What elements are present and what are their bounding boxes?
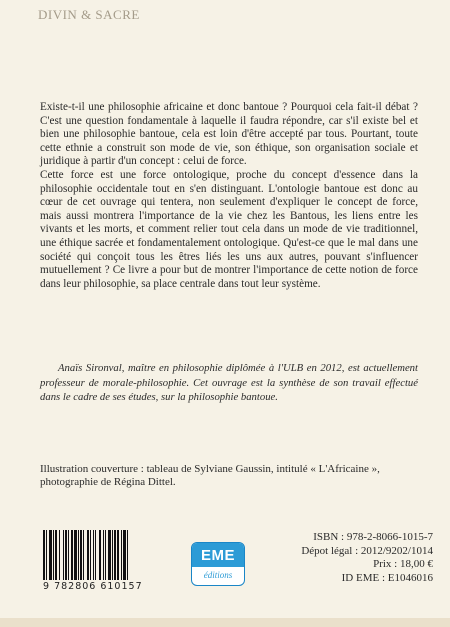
barcode-bar <box>108 530 111 580</box>
price: Prix : 18,00 € <box>373 558 433 571</box>
barcode-bar <box>78 530 79 580</box>
publisher-logo <box>191 542 245 586</box>
credits-line-1: Illustration couverture : tableau de Sylviane Gaussin, intitulé « L'Africaine », <box>40 463 380 475</box>
bottom-edge <box>0 618 450 627</box>
barcode-number: 9 782806 610157 <box>43 581 143 592</box>
barcode-bar <box>117 530 119 580</box>
logo-subtitle: éditions <box>203 570 233 580</box>
author-note: Anaïs Sironval, maître en philosophie diplômée à l'ULB en 2012, est actuellement professeur de morale-philosophie. Cet ouvrage est la synthèse de son travail effectué dans le cadre de ses études, sur la philosophie bantoue. <box>40 362 418 404</box>
barcode-bar <box>93 530 94 580</box>
barcode-bar <box>87 530 89 580</box>
blurb-paragraph-2: Cette force est une force ontologique, proche du concept d'essence dans la philosophie occidentale tout en s'en distinguant. L'ontologie bantoue est donc au cœur de cet ouvrage qui tentera, non seulement d'expliquer le concept de force, mais aussi montrera l'importance de la vie chez les Bantous, les liens entre les vivants et les morts, et comment relier tout cela dans un mode de vie traditionnel, une éthique sacrée et fondamentalement ontologique. Qu'est-ce que le mal dans une société qui conçoit tous les êtres liés les uns aux autres, pouvant s'influencer mutuellement ? Ce livre a pour but de montrer l'importance de cette notion de force dans leur philosophie, sa place centrale dans tout leur système. <box>40 168 418 290</box>
barcode-bar <box>43 530 45 580</box>
barcode-bar <box>112 530 113 580</box>
barcode-bar <box>55 530 57 580</box>
barcode-bar <box>65 530 67 580</box>
barcode-bar <box>105 530 106 580</box>
back-cover-blurb <box>40 101 418 291</box>
barcode-bar <box>121 530 122 580</box>
barcode <box>43 530 167 592</box>
barcode-bar <box>49 530 52 580</box>
cover-credits <box>40 463 420 490</box>
barcode-bar <box>80 530 82 580</box>
barcode-bar <box>46 530 47 580</box>
barcode-bar <box>123 530 126 580</box>
series-title: DIVIN & SACRE <box>38 7 140 22</box>
barcode-bar <box>90 530 91 580</box>
barcode-bar <box>99 530 101 580</box>
barcode-bar <box>83 530 84 580</box>
barcode-bar <box>59 530 60 580</box>
barcode-bar <box>114 530 116 580</box>
barcode-bar <box>127 530 128 580</box>
depot-legal: Dépot légal : 2012/9202/1014 <box>301 544 433 557</box>
barcode-bar <box>95 530 96 580</box>
barcode-bar <box>53 530 54 580</box>
barcode-bars <box>43 530 163 580</box>
barcode-bar <box>63 530 64 580</box>
barcode-bar <box>103 530 104 580</box>
isbn: ISBN : 978-2-8066-1015-7 <box>313 531 433 543</box>
publisher-id: ID EME : E1046016 <box>341 571 433 584</box>
blurb-paragraph-1: Existe-t-il une philosophie africaine et donc bantoue ? Pourquoi cela fait-il débat ? C'est une question fondamentale à laquelle il faudra répondre, car s'il existe bel et bien une philosophie bantoue, cela est loin d'être accepté par tous. Pourtant, toute cette ethnie a construit son mode de vie, son éthique, son organisation sociale et juridique à partir d'un concept : celui de force. <box>40 101 418 168</box>
logo-name: EME <box>192 543 244 567</box>
book-metadata <box>288 531 433 585</box>
barcode-bar <box>71 530 73 580</box>
barcode-bar <box>74 530 77 580</box>
barcode-bar <box>68 530 69 580</box>
credits-line-2: photographie de Régina Dittel. <box>40 476 176 489</box>
